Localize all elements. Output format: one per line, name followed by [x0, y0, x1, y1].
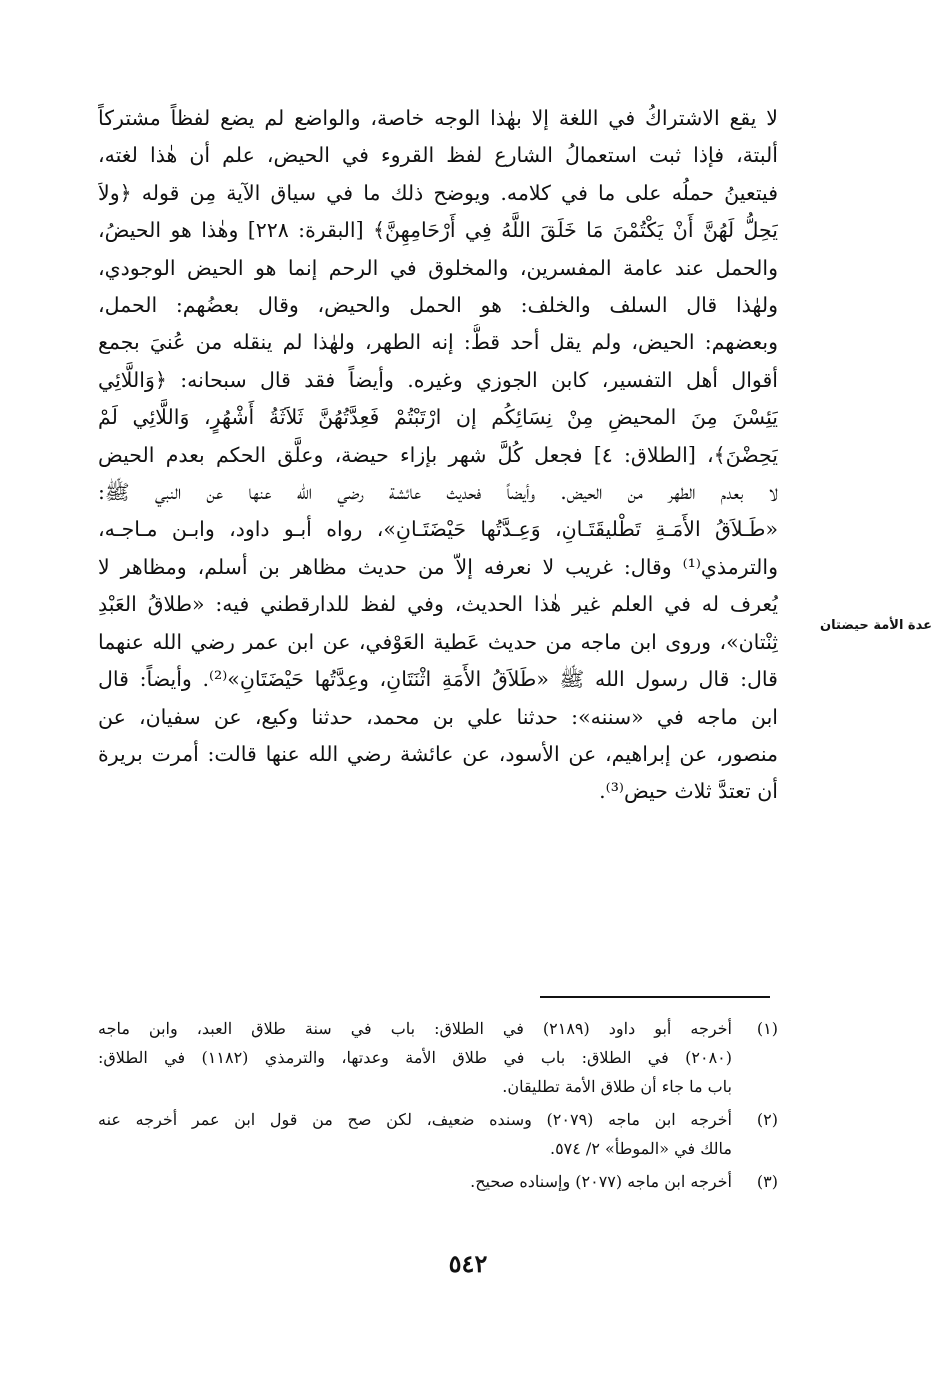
body-line: والترمذي⁽¹⁾ وقال: غريب لا نعرفه إلاّ من حديث مظاهر بن أسلم، ومظاهر لا — [98, 554, 778, 579]
body-line: قال: قال رسول الله ﷺ «طَلاَقُ الأَمَةِ اثْنَتَانِ، وعِدَّتُها حَيْضَتَانِ»⁽²⁾. وأيضاً: قال — [98, 667, 778, 692]
footnote-line: أخرجه ابن ماجه (٢٠٧٧) وإسناده صحيح. — [470, 1172, 732, 1191]
footnote — [98, 1167, 778, 1196]
body-line: يَحِلُّ لَهُنَّ أَنْ يَكْتُمْنَ مَا خَلَقَ اللَّهُ فِي أَرْحَامِهِنَّ﴾ [البقرة: ٢٢٨] وهٰذا هو الحيضُ، — [98, 218, 778, 243]
body-line: ولهٰذا قال السلف والخلف: هو الحمل والحيض، وقال بعضُهم: الحمل، — [98, 293, 778, 318]
body-line: وبعضهم: الحيض، ولم يقل أحد قطُّ: إنه الطهر، ولهٰذا لم ينقله من عُنيَ بجمع — [98, 330, 778, 355]
body-line: يَحِضْنَ﴾، [الطلاق: ٤] فجعل كُلَّ شهر بإزاء حيضة، وعلَّق الحكم بعدم الحيض — [98, 442, 778, 467]
footnote-divider — [540, 996, 770, 998]
body-line: ثِنْتان»، وروى ابن ماجه من حديث عَطية العَوْفي، عن ابن عمر رضي الله عنهما — [98, 629, 778, 654]
footnote-number: (٣) — [756, 1172, 778, 1191]
body-text — [98, 100, 778, 811]
footnote-number: (١) — [756, 1019, 778, 1038]
body-line: أقوال أهل التفسير، كابن الجوزي وغيره. وأيضاً فقد قال سبحانه: ﴿وَاللَّائِي — [98, 367, 778, 392]
footnote-number: (٢) — [756, 1110, 778, 1129]
body-line: يَئِسْنَ مِنَ المحيضِ مِنْ نِسَائِكُم إن ارْتَبْتُمْ فَعِدَّتُهُنَّ ثَلاَثَةُ أَشْهُرٍ، وَاللَّائِي لَمْ — [98, 405, 778, 430]
body-line: ابن ماجه في «سننه»: حدثنا علي بن محمد، حدثنا وكيع، عن سفيان، عن — [98, 704, 778, 729]
footnote-line: مالك في «الموطأ» ٢/ ٥٧٤. — [549, 1139, 732, 1158]
footnote-line: أخرجه أبو داود (٢١٨٩) في الطلاق: باب في سنة طلاق العبد، وابن ماجه — [98, 1019, 732, 1038]
footnote-text — [98, 1014, 732, 1101]
footnote-line: باب ما جاء أن طلاق الأمة تطليقان. — [502, 1077, 732, 1096]
footnote-line: (٢٠٨٠) في الطلاق: باب في طلاق الأمة وعدتها، والترمذي (١١٨٢) في الطلاق: — [98, 1048, 732, 1067]
footnote-text — [98, 1105, 732, 1163]
body-line: أن تعتدَّ ثلاث حيض⁽³⁾. — [599, 779, 778, 804]
footnote-line: أخرجه ابن ماجه (٢٠٧٩) وسنده ضعيف، لكن صح من قول ابن عمر أخرجه عنه — [98, 1110, 732, 1129]
margin-note: عدة الأمة حيضتان — [820, 618, 932, 633]
body-line: لا يقع الاشتراكُ في اللغة إلا بهٰذا الوجه خاصة، والواضع لم يضع لفظاً مشتركاً — [98, 106, 778, 130]
footnotes — [98, 1014, 778, 1200]
footnote — [98, 1014, 778, 1101]
body-line: فيتعينُ حملُه على ما في كلامه. ويوضح ذلك ما في سياق الآية مِن قوله ﴿ولاَ — [98, 180, 778, 205]
footnote-text — [98, 1167, 732, 1196]
body-line: لا بعدم الطهر من الحيض. وأيضاً فحديث عائشة رضي الله عنها عن النبي ﷺ: — [98, 480, 778, 505]
body-line: منصور، عن إبراهيم، عن الأسود، عن عائشة رضي الله عنها قالت: أمرت بريرة — [98, 741, 778, 766]
footnote — [98, 1105, 778, 1163]
body-line: يُعرف له في العلم غير هٰذا الحديث، وفي لفظ للدارقطني فيه: «طلاقُ العَبْدِ — [98, 592, 778, 617]
body-line: «طَـلاَقُ الأَمَـةِ تَطْليقَتَـانِ، وَعِـدَّتُها حَيْضَتَـانِ»، رواه أبـو داود، وابـن مـاجـه، — [98, 517, 778, 542]
page-number: ٥٤٢ — [448, 1249, 488, 1278]
body-line: والحمل عند عامة المفسرين، والمخلوق في الرحم إنما هو الحيض الوجودي، — [98, 255, 778, 280]
body-line: ألبتة، فإذا ثبت استعمالُ الشارع لفظ القروء في الحيض، علم أن هٰذا لغته، — [98, 143, 778, 168]
